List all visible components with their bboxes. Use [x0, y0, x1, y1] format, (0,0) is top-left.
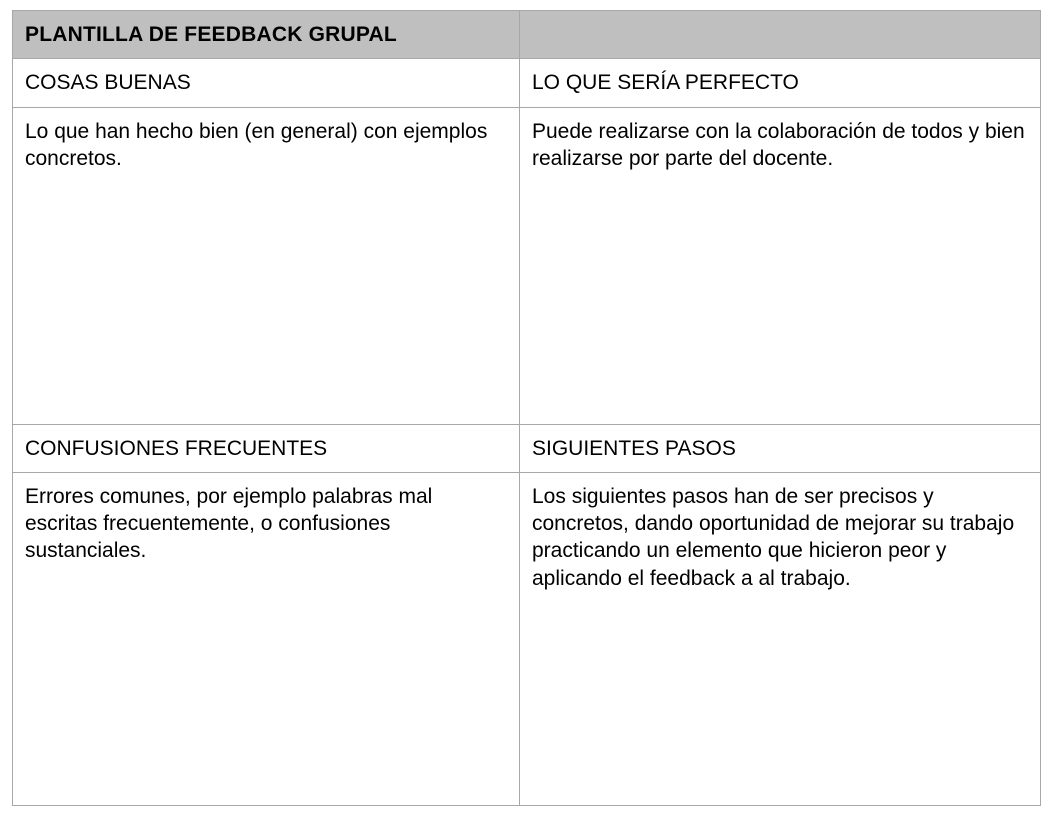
header-lo-que-seria-perfecto-label: LO QUE SERÍA PERFECTO [532, 71, 799, 95]
header-confusiones-frecuentes-label: CONFUSIONES FRECUENTES [25, 436, 328, 460]
feedback-template-table [12, 10, 1041, 806]
document-title-blank-cell [520, 11, 1041, 59]
header-cosas-buenas [13, 59, 520, 107]
table-row-headers-bottom [13, 424, 1041, 472]
body-lo-que-seria-perfecto[interactable] [520, 107, 1041, 424]
header-siguientes-pasos-label: SIGUIENTES PASOS [532, 436, 736, 460]
header-lo-que-seria-perfecto [520, 59, 1041, 107]
header-cosas-buenas-label: COSAS BUENAS [25, 71, 191, 95]
body-cosas-buenas[interactable] [13, 107, 520, 424]
body-cosas-buenas-text: Lo que han hecho bien (en general) con ejemplos concretos. [25, 119, 494, 170]
body-siguientes-pasos-text: Los siguientes pasos han de ser precisos y concretos, dando oportunidad de mejorar su trabajo practicando un elemento que hicieron peor y aplicando el feedback a al trabajo. [532, 484, 1020, 590]
body-lo-que-seria-perfecto-text: Puede realizarse con la colaboración de todos y bien realizarse por parte del docente. [532, 119, 1031, 170]
header-confusiones-frecuentes [13, 424, 520, 472]
header-siguientes-pasos [520, 424, 1041, 472]
document-title-cell [13, 11, 520, 59]
table-row-headers-top [13, 59, 1041, 107]
table-row-body-top [13, 107, 1041, 424]
table-row-body-bottom [13, 472, 1041, 805]
table-row-title [13, 11, 1041, 59]
body-confusiones-frecuentes[interactable] [13, 472, 520, 805]
body-confusiones-frecuentes-text: Errores comunes, por ejemplo palabras mal escritas frecuentemente, o confusiones sustanciales. [25, 484, 439, 563]
page-title: PLANTILLA DE FEEDBACK GRUPAL [25, 23, 397, 46]
body-siguientes-pasos[interactable] [520, 472, 1041, 805]
